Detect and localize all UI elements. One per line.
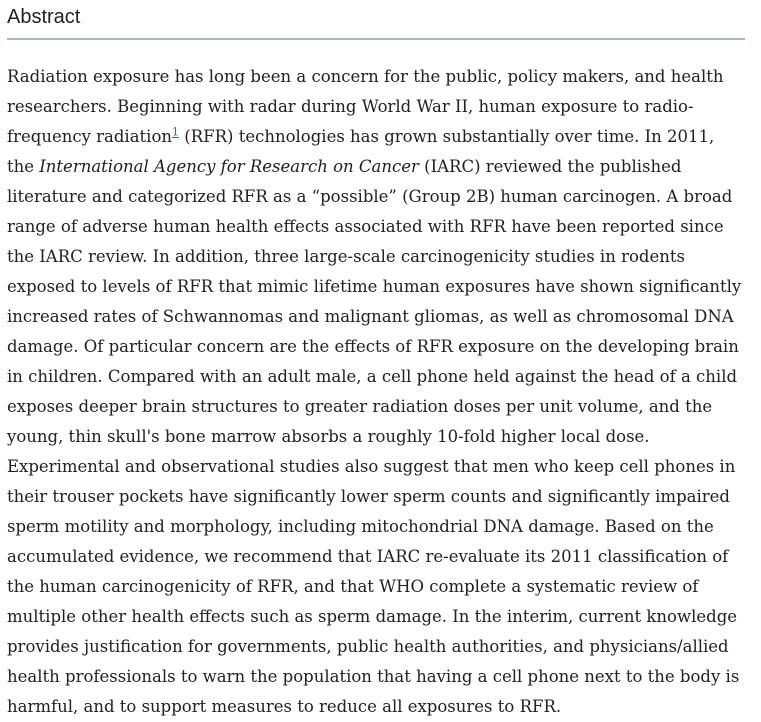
organization-name-italic: International Agency for Research on Cancer (39, 157, 419, 176)
section-heading: Abstract (7, 6, 81, 28)
paragraph-text: Radiation exposure has long been a concern for the public, policy makers, and health researchers. Beginning with radar during World War II, human exposure to radio-frequency radiation (7, 67, 724, 146)
paragraph-text: (RFR) technologies has grown substantially over time. In 2011, the (7, 127, 715, 176)
heading-divider (7, 38, 745, 40)
footnote-ref (172, 126, 179, 139)
footnote-link[interactable]: 1 (172, 125, 180, 139)
paragraph-text: (IARC) reviewed the published literature and categorized RFR as a “possible” (Group 2B) human carcinogen. A broad range of adverse human health effects associated with RFR have been reported since the IARC review. In addition, three large-scale carcinogenicity studies in rodents exposed to levels of RFR that mimic lifetime human exposures have shown significantly increased rates of Schwannomas and malignant gliomas, as well as chromosomal DNA damage. Of particular concern are the effects of RFR exposure on the developing brain in children. Compared with an adult male, a cell phone held against the head of a child exposes deeper brain structures to greater radiation doses per unit volume, and the young, thin skull's bone marrow absorbs a roughly 10-fold higher local dose. Experimental and observational studies also suggest that men who keep cell phones in their trouser pockets have significantly lower sperm counts and significantly impaired sperm motility and morphology, including mitochondrial DNA damage. Based on the accumulated evidence, we recommend that IARC re-evaluate its 2011 classification of the human carcinogenicity of RFR, and that WHO complete a systematic review of multiple other health effects such as sperm damage. In the interim, current knowledge provides justification for governments, public health authorities, and physicians/allied health professionals to warn the population that having a cell phone next to the body is harmful, and to support measures to reduce all exposures to RFR. (7, 157, 742, 716)
abstract-paragraph (7, 62, 745, 722)
